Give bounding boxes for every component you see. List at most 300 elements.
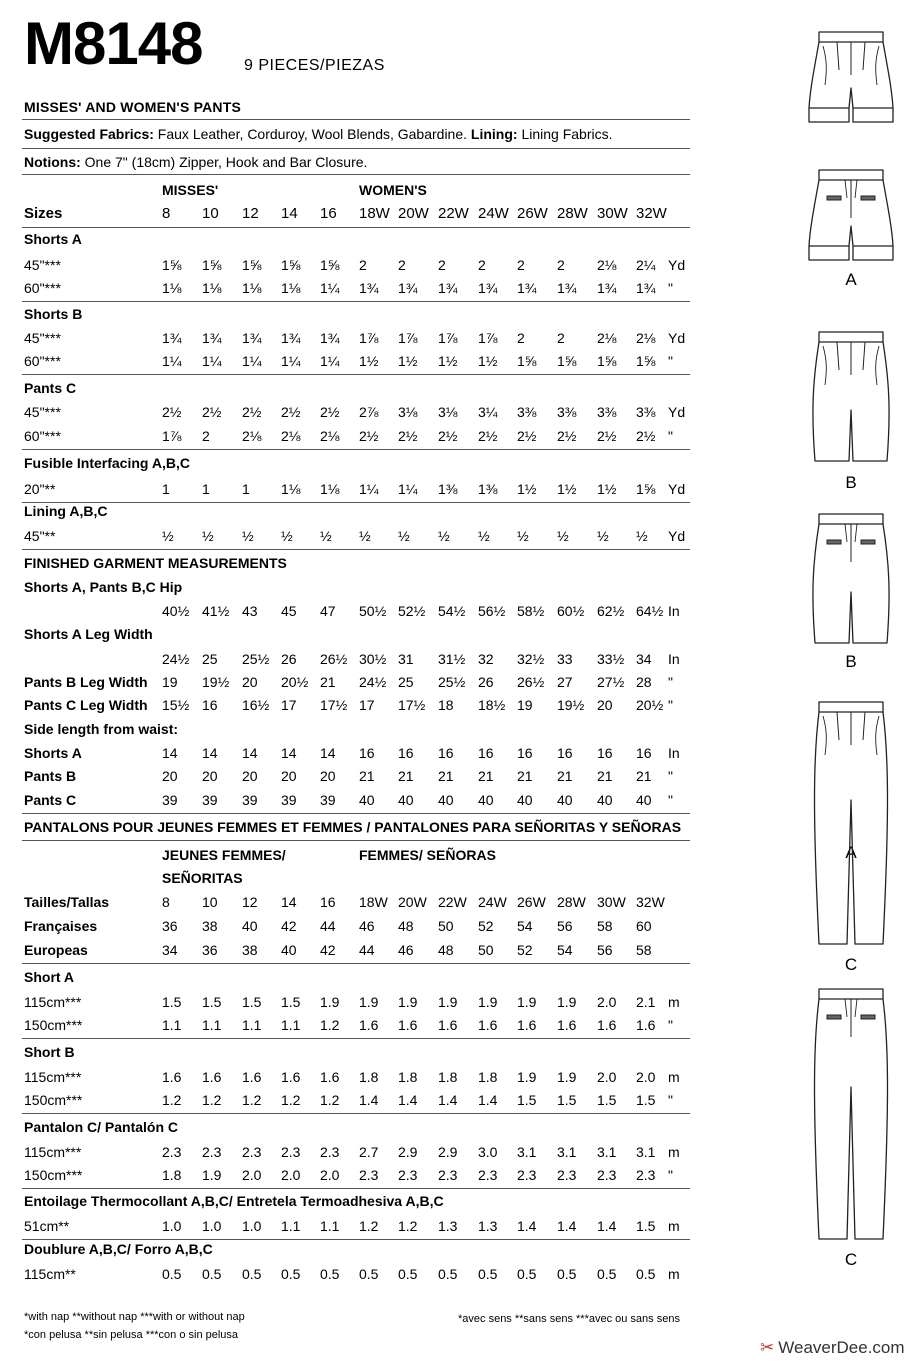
table-cell: 2½	[242, 404, 262, 420]
table-cell: 1¾	[281, 330, 301, 346]
table-cell: 25½	[438, 674, 466, 690]
size-header: 8	[162, 205, 171, 222]
table-cell: 2.3	[478, 1167, 498, 1183]
divider	[22, 374, 690, 375]
table-cell: 28	[636, 674, 652, 690]
table-cell: 40	[636, 792, 652, 808]
unit-cell: In	[668, 651, 680, 667]
table-cell: 1¾	[557, 280, 577, 296]
table-cell: 1.6	[320, 1069, 340, 1085]
table-cell: 16	[517, 745, 533, 761]
row-label: 45"***	[24, 404, 61, 420]
view-pants-front	[805, 700, 897, 974]
view-label: A	[845, 270, 857, 289]
table-cell: 54	[517, 918, 533, 934]
table-cell: 1¼	[398, 481, 418, 497]
table-cell: 1¾	[438, 280, 458, 296]
size-header: 20W	[398, 205, 429, 222]
size-header: 12	[242, 205, 259, 222]
table-cell: 1.5	[636, 1092, 656, 1108]
lining-text: Lining Fabrics.	[517, 126, 613, 142]
group-header-misses: MISSES'	[162, 182, 219, 198]
size-header: 28W	[557, 894, 586, 910]
table-cell: 2.3	[517, 1167, 537, 1183]
table-cell: 3⅜	[597, 404, 617, 420]
table-cell: 1.2	[320, 1092, 340, 1108]
table-cell: ½	[281, 528, 293, 544]
table-cell: 2½	[597, 428, 617, 444]
group-header-womens: WOMEN'S	[359, 182, 427, 198]
row-label: 115cm***	[24, 1069, 82, 1085]
table-cell: 1¼	[162, 353, 182, 369]
view-label: B	[845, 473, 857, 492]
row-label: 60"***	[24, 353, 61, 369]
table-cell: 1.5	[202, 994, 222, 1010]
table-cell: 17½	[398, 697, 426, 713]
fabrics-text: Faux Leather, Corduroy, Wool Blends, Gabardine.	[153, 126, 471, 142]
unit-cell: m	[668, 994, 680, 1010]
row-label: 45"***	[24, 330, 61, 346]
table-cell: 1⅝	[517, 353, 537, 369]
table-cell: 26½	[517, 674, 545, 690]
row-label: Pants B	[24, 768, 77, 784]
table-cell: 21	[478, 768, 494, 784]
table-cell: 1⅛	[281, 481, 301, 497]
table-cell: 2.7	[359, 1144, 379, 1160]
watermark-logo	[760, 1338, 905, 1358]
table-cell: 33½	[597, 651, 625, 667]
table-cell: 14	[162, 745, 178, 761]
fabrics-line	[24, 126, 613, 142]
table-cell: 31	[398, 651, 414, 667]
table-cell: 25	[398, 674, 414, 690]
finished-measurements-title: FINISHED GARMENT MEASUREMENTS	[24, 555, 287, 571]
table-cell: ½	[438, 528, 450, 544]
table-cell: 2	[557, 257, 565, 273]
table-cell: 1¾	[398, 280, 418, 296]
table-cell: 1.1	[202, 1017, 222, 1033]
table-cell: 43	[242, 603, 258, 619]
table-cell: 0.5	[597, 1266, 617, 1282]
unit-cell: "	[668, 1017, 673, 1033]
table-cell: 1.2	[398, 1218, 418, 1234]
tailles-label: Tailles/Tallas	[24, 894, 110, 910]
legwidth-a-title: Shorts A Leg Width	[24, 626, 153, 642]
table-cell: 3.1	[636, 1144, 656, 1160]
table-cell: 46	[359, 918, 375, 934]
table-cell: 0.5	[557, 1266, 577, 1282]
table-cell: 54½	[438, 603, 466, 619]
table-cell: 0.5	[478, 1266, 498, 1282]
size-header: 18W	[359, 894, 388, 910]
unit-cell: Yd	[668, 257, 686, 273]
footnote-spanish: *con pelusa **sin pelusa ***con o sin pelusa	[24, 1329, 239, 1341]
row-label: 150cm***	[24, 1167, 83, 1183]
table-cell: 0.5	[438, 1266, 458, 1282]
fabrics-label: Suggested Fabrics:	[24, 126, 154, 142]
table-cell: 40	[478, 792, 494, 808]
size-header: 16	[320, 205, 337, 222]
table-cell: 1¼	[242, 353, 262, 369]
table-cell: 25	[202, 651, 218, 667]
table-cell: 15½	[162, 697, 190, 713]
table-cell: 3⅜	[517, 404, 537, 420]
unit-cell: Yd	[668, 404, 686, 420]
size-header: 18W	[359, 205, 390, 222]
legwidth-b-title: Pants B Leg Width	[24, 674, 148, 690]
table-cell: 39	[281, 792, 297, 808]
table-cell: 1⅜	[438, 481, 458, 497]
table-cell: 2⅛	[636, 330, 656, 346]
unit-cell: "	[668, 792, 673, 808]
table-cell: 19½	[557, 697, 585, 713]
table-cell: ½	[320, 528, 332, 544]
table-cell: 1.9	[557, 1069, 577, 1085]
table-cell: 18½	[478, 697, 506, 713]
table-cell: 20	[202, 768, 218, 784]
table-cell: 2½	[162, 404, 182, 420]
size-header: 26W	[517, 205, 548, 222]
table-cell: 2⅛	[597, 330, 617, 346]
table-cell: 3.1	[557, 1144, 577, 1160]
table-cell: 0.5	[162, 1266, 182, 1282]
table-cell: 1.4	[398, 1092, 418, 1108]
table-cell: 2.3	[597, 1167, 617, 1183]
divider	[22, 1188, 690, 1189]
section-title: Pantalon C/ Pantalón C	[24, 1119, 179, 1135]
table-cell: 0.5	[398, 1266, 418, 1282]
table-cell: 1.9	[478, 994, 498, 1010]
table-cell: 16	[398, 745, 414, 761]
row-label: 115cm***	[24, 1144, 82, 1160]
lining-label: Lining:	[470, 126, 518, 142]
table-cell: 1.6	[162, 1069, 182, 1085]
unit-cell: m	[668, 1218, 680, 1234]
row-label: 20"**	[24, 481, 56, 497]
table-cell: 34	[162, 942, 178, 958]
table-cell: 2	[557, 330, 565, 346]
table-cell: 1.1	[281, 1017, 301, 1033]
table-cell: 32½	[517, 651, 545, 667]
view-shorts-front	[805, 30, 897, 862]
table-cell: 26½	[320, 651, 348, 667]
section-title: Short A	[24, 969, 75, 985]
table-cell: 16	[636, 745, 652, 761]
group-header-femmes: FEMMES/ SEÑORAS	[359, 847, 496, 863]
divider	[22, 119, 690, 120]
group-header-jeunes: JEUNES FEMMES/	[162, 847, 286, 863]
table-cell: 20	[597, 697, 613, 713]
table-cell: ½	[517, 528, 529, 544]
table-cell: 52½	[398, 603, 426, 619]
table-cell: 3.1	[517, 1144, 537, 1160]
table-cell: 64½	[636, 603, 664, 619]
table-cell: 1¼	[359, 481, 379, 497]
table-cell: 1⅝	[242, 257, 262, 273]
table-cell: 2½	[359, 428, 379, 444]
table-cell: 1.6	[517, 1017, 537, 1033]
table-cell: 2.3	[281, 1144, 301, 1160]
size-header: 30W	[597, 894, 626, 910]
table-cell: 1⅝	[320, 257, 340, 273]
view-pants-back	[805, 987, 897, 1269]
table-cell: ½	[557, 528, 569, 544]
table-cell: 34	[636, 651, 652, 667]
table-cell: 50	[478, 942, 494, 958]
table-cell: 1.9	[320, 994, 340, 1010]
table-cell: 1.8	[478, 1069, 498, 1085]
table-cell: 2½	[557, 428, 577, 444]
size-header: 32W	[636, 205, 667, 222]
table-cell: 1¼	[320, 280, 340, 296]
table-cell: 3⅛	[398, 404, 418, 420]
hip-title: Shorts A, Pants B,C Hip	[24, 579, 183, 595]
table-cell: 1½	[438, 353, 458, 369]
divider	[22, 1113, 690, 1114]
table-cell: 1.3	[478, 1218, 498, 1234]
table-cell: 2¼	[636, 257, 656, 273]
unit-cell: "	[668, 280, 673, 296]
table-cell: 58	[636, 942, 652, 958]
table-cell: 3⅜	[636, 404, 656, 420]
table-cell: 54	[557, 942, 573, 958]
table-cell: 16	[597, 745, 613, 761]
table-cell: 26	[281, 651, 297, 667]
pants-back-drawing	[805, 987, 897, 1243]
table-cell: 1⅝	[636, 353, 656, 369]
table-cell: 2.3	[398, 1167, 418, 1183]
table-cell: ½	[597, 528, 609, 544]
table-cell: 1¾	[636, 280, 656, 296]
table-cell: ½	[359, 528, 371, 544]
shorts-back-drawing	[805, 168, 897, 264]
table-cell: 2.3	[359, 1167, 379, 1183]
table-cell: 1.5	[597, 1092, 617, 1108]
table-cell: 1.4	[438, 1092, 458, 1108]
table-cell: 1⅝	[162, 257, 182, 273]
table-cell: 21	[597, 768, 613, 784]
table-cell: 44	[320, 918, 336, 934]
section-title: Doublure A,B,C/ Forro A,B,C	[24, 1241, 213, 1257]
table-cell: 33	[557, 651, 573, 667]
unit-cell: In	[668, 603, 680, 619]
table-cell: 38	[202, 918, 218, 934]
table-cell: 30½	[359, 651, 387, 667]
table-cell: ½	[162, 528, 174, 544]
table-cell: 24½	[162, 651, 190, 667]
divider	[22, 1038, 690, 1039]
unit-cell: "	[668, 353, 673, 369]
table-cell: 1.1	[242, 1017, 262, 1033]
table-cell: 40	[517, 792, 533, 808]
table-cell: 21	[438, 768, 454, 784]
table-cell: 2	[438, 257, 446, 273]
table-cell: 1⅞	[398, 330, 418, 346]
table-cell: 39	[242, 792, 258, 808]
unit-cell: Yd	[668, 481, 686, 497]
divider	[22, 174, 690, 175]
row-label: 45"***	[24, 257, 61, 273]
table-cell: 1½	[557, 481, 577, 497]
table-cell: 0.5	[359, 1266, 379, 1282]
table-cell: 41½	[202, 603, 230, 619]
notions-label: Notions:	[24, 154, 81, 170]
divider	[22, 840, 690, 841]
table-cell: 2.0	[636, 1069, 656, 1085]
section-title: Pants C	[24, 380, 77, 396]
table-cell: 20	[242, 768, 258, 784]
divider	[22, 549, 690, 550]
table-cell: 2	[517, 257, 525, 273]
table-cell: 39	[320, 792, 336, 808]
table-cell: 21	[359, 768, 375, 784]
table-cell: 1.4	[478, 1092, 498, 1108]
table-cell: 2½	[517, 428, 537, 444]
table-cell: 19	[517, 697, 533, 713]
table-cell: 2.9	[398, 1144, 418, 1160]
table-cell: 1⅛	[320, 481, 340, 497]
table-cell: 1.5	[557, 1092, 577, 1108]
section-title: Fusible Interfacing A,B,C	[24, 455, 190, 471]
table-cell: 1.6	[438, 1017, 458, 1033]
pattern-title: MISSES' AND WOMEN'S PANTS	[24, 99, 242, 115]
table-cell: 16	[438, 745, 454, 761]
shorts-front-drawing	[805, 30, 897, 126]
table-cell: 38	[242, 942, 258, 958]
table-cell: 1.2	[202, 1092, 222, 1108]
table-cell: 56	[557, 918, 573, 934]
table-cell: 2.3	[202, 1144, 222, 1160]
table-cell: 1.4	[517, 1218, 537, 1234]
table-cell: 1¼	[281, 353, 301, 369]
table-cell: 36	[202, 942, 218, 958]
bermuda-back-drawing	[805, 512, 897, 647]
table-cell: 0.5	[242, 1266, 262, 1282]
row-label: 45"**	[24, 528, 56, 544]
notions-text: One 7" (18cm) Zipper, Hook and Bar Closure.	[80, 154, 368, 170]
table-cell: 1.1	[320, 1218, 340, 1234]
table-cell: 1.0	[162, 1218, 182, 1234]
row-label: 115cm**	[24, 1266, 76, 1282]
table-cell: 1⅛	[242, 280, 262, 296]
table-cell: 1.8	[359, 1069, 379, 1085]
metric-title: PANTALONS POUR JEUNES FEMMES ET FEMMES / PANTALONES PARA SEÑORITAS Y SEÑORAS	[24, 819, 682, 835]
table-cell: 1.4	[597, 1218, 617, 1234]
table-cell: 2½	[478, 428, 498, 444]
table-cell: 1.9	[517, 1069, 537, 1085]
table-cell: 1⅝	[281, 257, 301, 273]
table-cell: 56	[597, 942, 613, 958]
table-cell: 1⅝	[636, 481, 656, 497]
table-cell: 2.0	[281, 1167, 301, 1183]
table-cell: 42	[320, 942, 336, 958]
table-cell: 21	[557, 768, 573, 784]
unit-cell: m	[668, 1069, 680, 1085]
size-header: 24W	[478, 894, 507, 910]
table-cell: 1.5	[636, 1218, 656, 1234]
table-cell: 46	[398, 942, 414, 958]
row-label: 150cm***	[24, 1017, 83, 1033]
section-title: Entoilage Thermocollant A,B,C/ Entretela Termoadhesiva A,B,C	[24, 1193, 444, 1209]
section-title: Shorts B	[24, 306, 83, 322]
table-cell: 1.4	[359, 1092, 379, 1108]
table-cell: 1¾	[359, 280, 379, 296]
divider	[22, 449, 690, 450]
table-cell: 2½	[320, 404, 340, 420]
table-cell: 21	[517, 768, 533, 784]
table-cell: 16	[359, 745, 375, 761]
table-cell: 2⅛	[242, 428, 262, 444]
size-header: 20W	[398, 894, 427, 910]
size-header: 10	[202, 205, 219, 222]
table-cell: 2.9	[438, 1144, 458, 1160]
table-cell: 1½	[398, 353, 418, 369]
table-cell: 1.6	[281, 1069, 301, 1085]
table-cell: 60	[636, 918, 652, 934]
table-cell: 1⅜	[478, 481, 498, 497]
table-cell: 2⅞	[359, 404, 379, 420]
table-cell: 2.0	[597, 994, 617, 1010]
table-cell: 1¾	[517, 280, 537, 296]
size-header: 22W	[438, 205, 469, 222]
table-cell: 2	[478, 257, 486, 273]
table-cell: 20½	[281, 674, 309, 690]
table-cell: 18	[438, 697, 454, 713]
table-cell: 2.1	[636, 994, 656, 1010]
table-cell: 1.3	[438, 1218, 458, 1234]
table-cell: 1.9	[398, 994, 418, 1010]
divider	[22, 1239, 690, 1240]
table-cell: 1.6	[597, 1017, 617, 1033]
table-cell: 58	[597, 918, 613, 934]
table-cell: 1½	[478, 353, 498, 369]
divider	[22, 502, 690, 503]
table-cell: 2⅛	[320, 428, 340, 444]
table-cell: 62½	[597, 603, 625, 619]
table-cell: 3⅜	[557, 404, 577, 420]
divider	[22, 227, 690, 228]
table-cell: ½	[478, 528, 490, 544]
view-label: A	[845, 843, 857, 862]
table-cell: 2	[202, 428, 210, 444]
table-cell: 1.6	[636, 1017, 656, 1033]
table-cell: 20	[242, 674, 258, 690]
table-cell: 17	[281, 697, 297, 713]
table-cell: 1.5	[162, 994, 182, 1010]
table-cell: 25½	[242, 651, 270, 667]
table-cell: 1½	[359, 353, 379, 369]
table-cell: 1¾	[320, 330, 340, 346]
table-cell: 1⅛	[162, 280, 182, 296]
table-cell: 2.3	[162, 1144, 182, 1160]
table-cell: 16½	[242, 697, 270, 713]
legwidth-c-title: Pants C Leg Width	[24, 697, 148, 713]
table-cell: 1⅞	[478, 330, 498, 346]
table-cell: 0.5	[320, 1266, 340, 1282]
table-cell: 44	[359, 942, 375, 958]
table-cell: 1¾	[202, 330, 222, 346]
table-cell: 1.6	[478, 1017, 498, 1033]
table-cell: 1⅛	[281, 280, 301, 296]
unit-cell: m	[668, 1144, 680, 1160]
unit-cell: "	[668, 1092, 673, 1108]
logo-text: WeaverDee.com	[778, 1338, 905, 1357]
size-header: 14	[281, 894, 297, 910]
table-cell: 14	[242, 745, 258, 761]
table-cell: 50½	[359, 603, 387, 619]
table-cell: 1.0	[242, 1218, 262, 1234]
table-cell: 2.3	[320, 1144, 340, 1160]
